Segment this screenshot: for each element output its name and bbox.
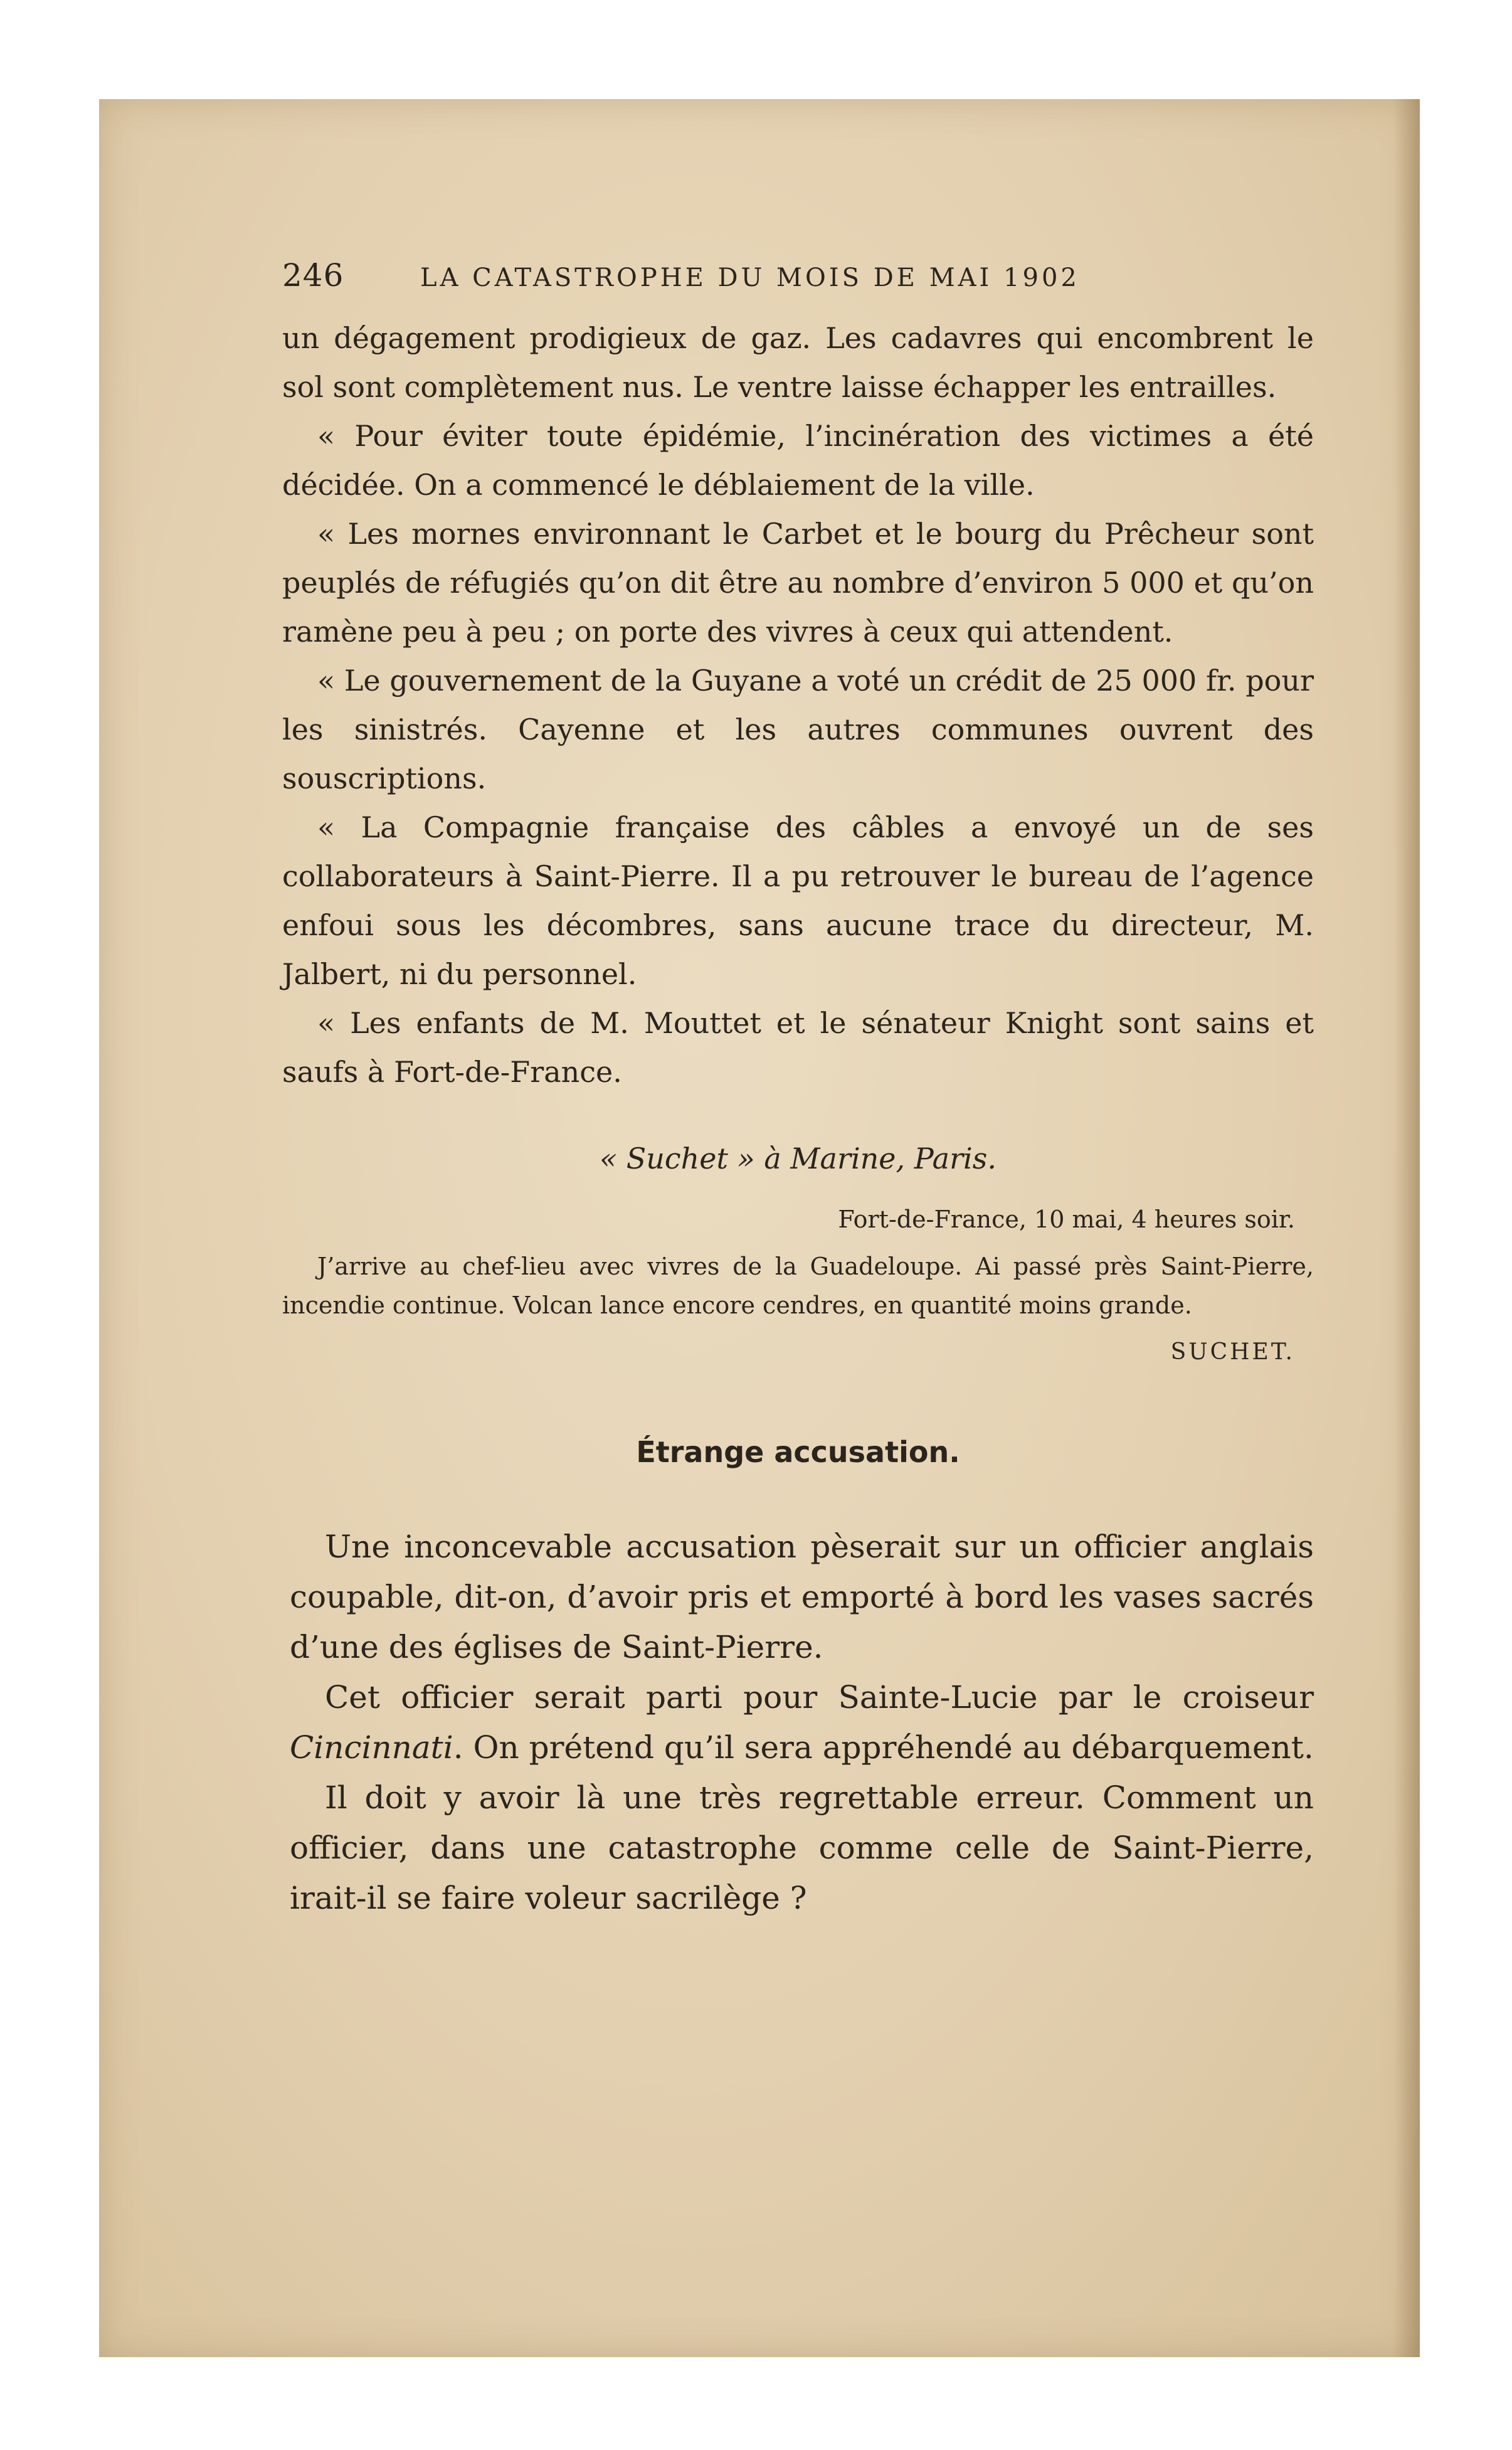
page-number: 246 [282, 257, 344, 294]
telegram-place-date: Fort-de-France, 10 mai, 4 heures soir. [838, 1206, 1295, 1233]
paragraph [290, 1672, 1314, 1773]
paragraph: « Les enfants de M. Mouttet et le sénateur Knight sont sains et saufs à Fort-de-France. [282, 1006, 1314, 1089]
page-content [282, 257, 1314, 1923]
paragraph-text: Cet officier serait parti pour Sainte-Lucie par le croiseur [325, 1679, 1314, 1716]
paragraph: Une inconcevable accusation pèserait sur un officier anglais coupable, dit-on, d’avoir pris et emporté à bord les vases sacrés d’une des églises de Saint-Pierre. [290, 1529, 1314, 1665]
section-body [282, 1522, 1314, 1923]
paragraph: un dégagement prodigieux de gaz. Les cadavres qui encombrent le sol sont complètement nus. Le ventre laisse échapper les entrailles. [282, 321, 1314, 404]
running-header [282, 257, 1314, 314]
page-edge-shadow [1393, 99, 1420, 2357]
telegram-signature: SUCHET. [1170, 1339, 1295, 1365]
paragraph: Il doit y avoir là une très regrettable erreur. Comment un officier, dans une catastrophe comme celle de Saint-Pierre, irait-il se faire voleur sacrilège ? [290, 1779, 1314, 1916]
paragraph: « La Compagnie française des câbles a envoyé un de ses collaborateurs à Saint-Pierre. Il a pu retrouver le bureau de l’agence enfoui sous les décombres, sans aucune trace du directeur, M. Jalbert, ni du personnel. [282, 810, 1314, 991]
paragraph-text: . On prétend qu’il sera appréhendé au débarquement. [453, 1729, 1314, 1766]
section-title: Étrange accusation. [636, 1435, 960, 1469]
paragraph: « Les mornes environnant le Carbet et le bourg du Prêcheur sont peuplés de réfugiés qu’on dit être au nombre d’environ 5 000 et qu’on ramène peu à peu ; on porte des vivres à ceux qui attendent. [282, 517, 1314, 649]
body-text [282, 314, 1314, 1096]
ship-name: Cincinnati [290, 1729, 453, 1766]
running-title: LA CATASTROPHE DU MOIS DE MAI 1902 [420, 263, 1080, 292]
telegram-heading: « Suchet » à Marine, Paris. [600, 1142, 997, 1175]
paragraph: « Le gouvernement de la Guyane a voté un crédit de 25 000 fr. pour les sinistrés. Cayenne et les autres communes ouvrent des souscriptions. [282, 664, 1314, 795]
telegram-text: J’arrive au chef-lieu avec vivres de la Guadeloupe. Ai passé près Saint-Pierre, incendie continue. Volcan lance encore cendres, en quantité moins grande. [282, 1253, 1314, 1319]
paragraph: « Pour éviter toute épidémie, l’incinération des victimes a été décidée. On a commencé le déblaiement de la ville. [282, 419, 1314, 502]
